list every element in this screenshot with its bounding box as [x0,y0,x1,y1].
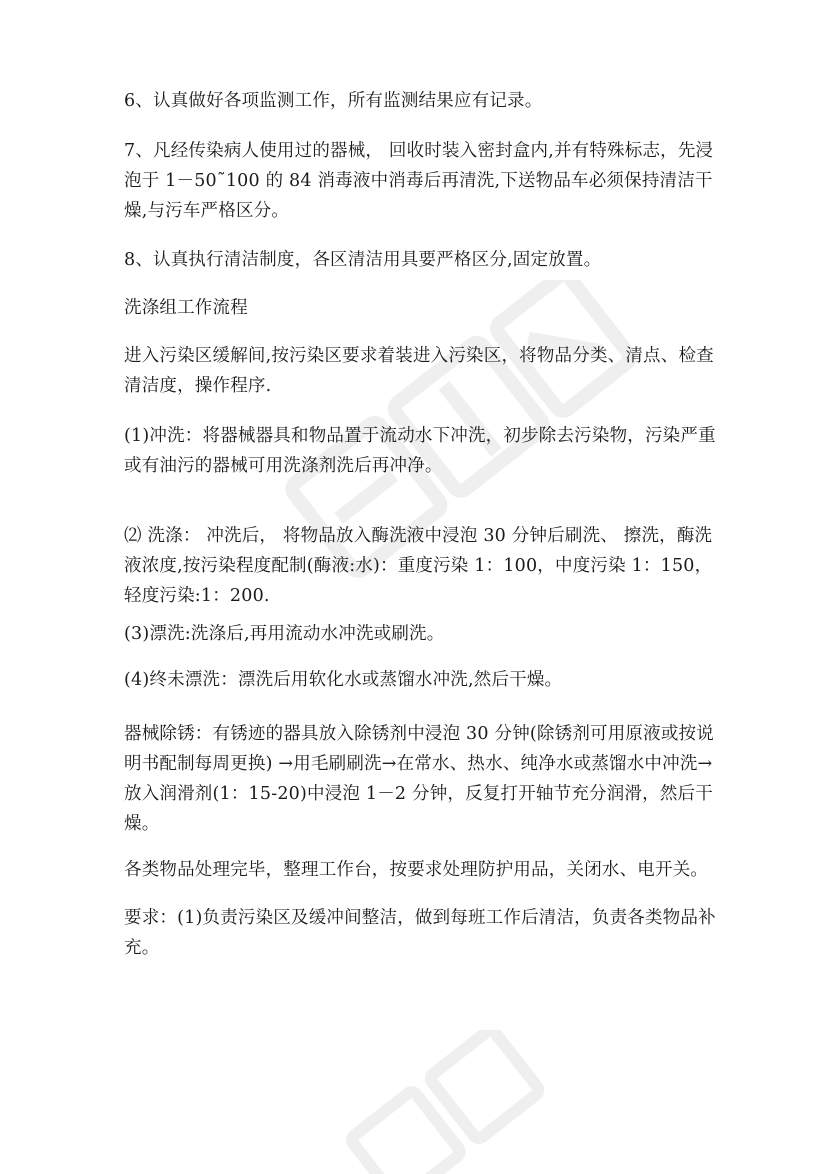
document-body [124,86,724,963]
paragraph-requirements: 要求：(1)负责污染区及缓冲间整洁，做到每班工作后清洁，负责各类物品补充。 [124,908,716,958]
paragraph-item-8: 8、认真执行清洁制度，各区清洁用具要严格区分,固定放置。 [124,250,602,270]
paragraph-entry-procedure: 进入污染区缓解间,按污染区要求着装进入污染区，将物品分类、清点、检查清洁度，操作程序. [124,346,714,396]
paragraph-item-6: 6、认真做好各项监测工作，所有监测结果应有记录。 [124,91,543,111]
paragraph-step-final-rinse: (4)终未漂洗：漂洗后用软化水或蒸馏水冲洗,然后干燥。 [124,670,563,690]
paragraph-item-7: 7、凡经传染病人使用过的器械， 回收时装入密封盒内,并有特殊标志，先浸泡于 1－50˜100 的 84 消毒液中消毒后再清洗,下送物品车必须保持清洁干燥,与污车严格区分。 [124,141,714,221]
paragraph-finish: 各类物品处理完毕，整理工作台，按要求处理防护用品，关闭水、电开关。 [124,860,709,880]
watermark-logo-bottom [330,1030,570,1174]
paragraph-step-wash: ⑵ 洗涤： 冲洗后， 将物品放入酶洗液中浸泡 30 分钟后刷洗、 擦洗，酶洗液浓度,按污染程度配制(酶液:水)：重度污染 1：100，中度污染 1：150，轻度污染:1：200. [124,526,713,606]
paragraph-step-flush: (3)漂洗:洗涤后,再用流动水冲洗或刷洗。 [124,624,445,644]
paragraph-rust-removal: 器械除锈：有锈迹的器具放入除锈剂中浸泡 30 分钟(除锈剂可用原液或按说明书配制每周更换) →用毛刷刷洗→在常水、热水、纯净水或蒸馏水中冲洗→放入润滑剂(1：15-20)中浸泡 1－2 分钟，反复打开轴节充分润滑，然后干燥。 [124,724,714,834]
section-heading-washing-workflow: 洗涤组工作流程 [124,298,248,318]
paragraph-step-rinse: (1)冲洗：将器械器具和物品置于流动水下冲洗，初步除去污染物，污染严重或有油污的器械可用洗涤剂洗后再冲净。 [124,426,716,476]
